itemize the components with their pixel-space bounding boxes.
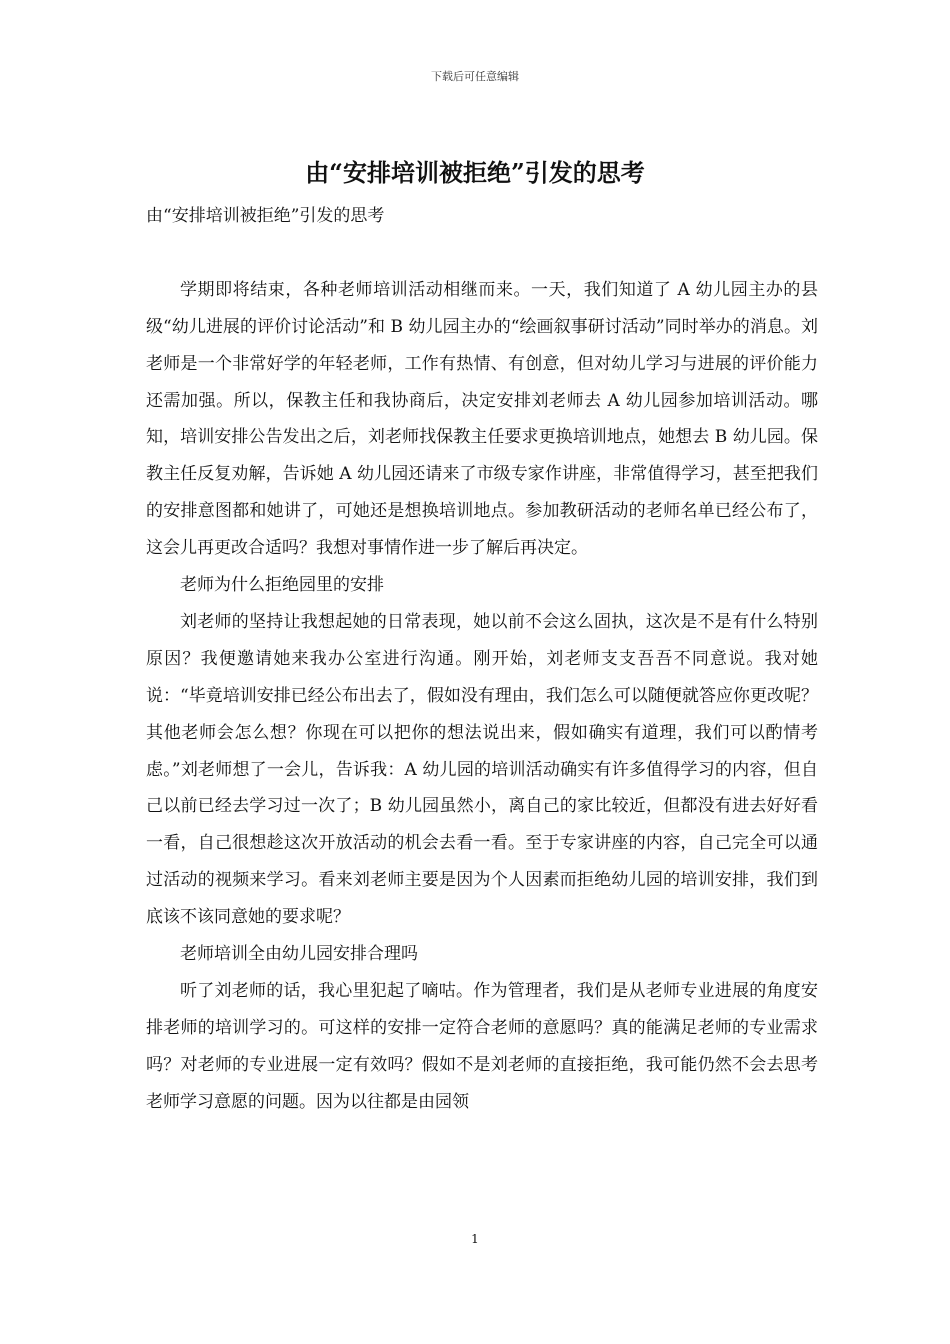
page-number: 1: [471, 1232, 479, 1246]
document-body: [146, 198, 818, 1121]
body-paragraph: 听了刘老师的话，我心里犯起了嘀咕。作为管理者，我们是从老师专业进展的角度安排老师的培训学习的。可这样的安排一定符合老师的意愿吗？真的能满足老师的专业需求吗？对老师的专业进展一定有效吗？假如不是刘老师的直接拒绝，我可能仍然不会去思考老师学习意愿的问题。因为以往都是由园领: [146, 981, 818, 1112]
section-heading: 老师培训全由幼儿园安排合理吗: [180, 944, 418, 965]
body-paragraph: 学期即将结束，各种老师培训活动相继而来。一天，我们知道了 A 幼儿园主办的县级“幼儿进展的评价讨论活动”和 B 幼儿园主办的“绘画叙事研讨活动”同时举办的消息。刘老师是一个非常好学的年轻老师，工作有热情、有创意，但对幼儿学习与进展的评价能力还需加强。所以，保教主任和我协商后，决定安排刘老师去 A 幼儿园参加培训活动。哪知，培训安排公告发出之后，刘老师找保教主任要求更换培训地点，她想去 B 幼儿园。保教主任反复劝解，告诉她 A 幼儿园还请来了市级专家作讲座，非常值得学习，甚至把我们的安排意图都和她讲了，可她还是想换培训地点。参加教研活动的老师名单已经公布了，这会儿再更改合适吗？我想对事情作进一步了解后再决定。: [146, 279, 818, 559]
page-header: 下载后可任意编辑: [431, 70, 519, 83]
document-subtitle: 由“安排培训被拒绝”引发的思考: [146, 206, 385, 226]
document-title: 由“安排培训被拒绝”引发的思考: [305, 158, 645, 187]
body-paragraph: 刘老师的坚持让我想起她的日常表现，她以前不会这么固执，这次是不是有什么特别原因？我便邀请她来我办公室进行沟通。刚开始，刘老师支支吾吾不同意说。我对她说：“毕竟培训安排已经公布出去了，假如没有理由，我们怎么可以随便就答应你更改呢？其他老师会怎么想？你现在可以把你的想法说出来，假如确实有道理，我们可以酌情考虑。”刘老师想了一会儿，告诉我：A 幼儿园的培训活动确实有许多值得学习的内容，但自己以前已经去学习过一次了；B 幼儿园虽然小，离自己的家比较近，但都没有进去好好看一看，自己很想趁这次开放活动的机会去看一看。至于专家讲座的内容，自己完全可以通过活动的视频来学习。看来刘老师主要是因为个人因素而拒绝幼儿园的培训安排，我们到底该不该同意她的要求呢？: [146, 611, 818, 928]
section-heading: 老师为什么拒绝园里的安排: [180, 575, 384, 596]
